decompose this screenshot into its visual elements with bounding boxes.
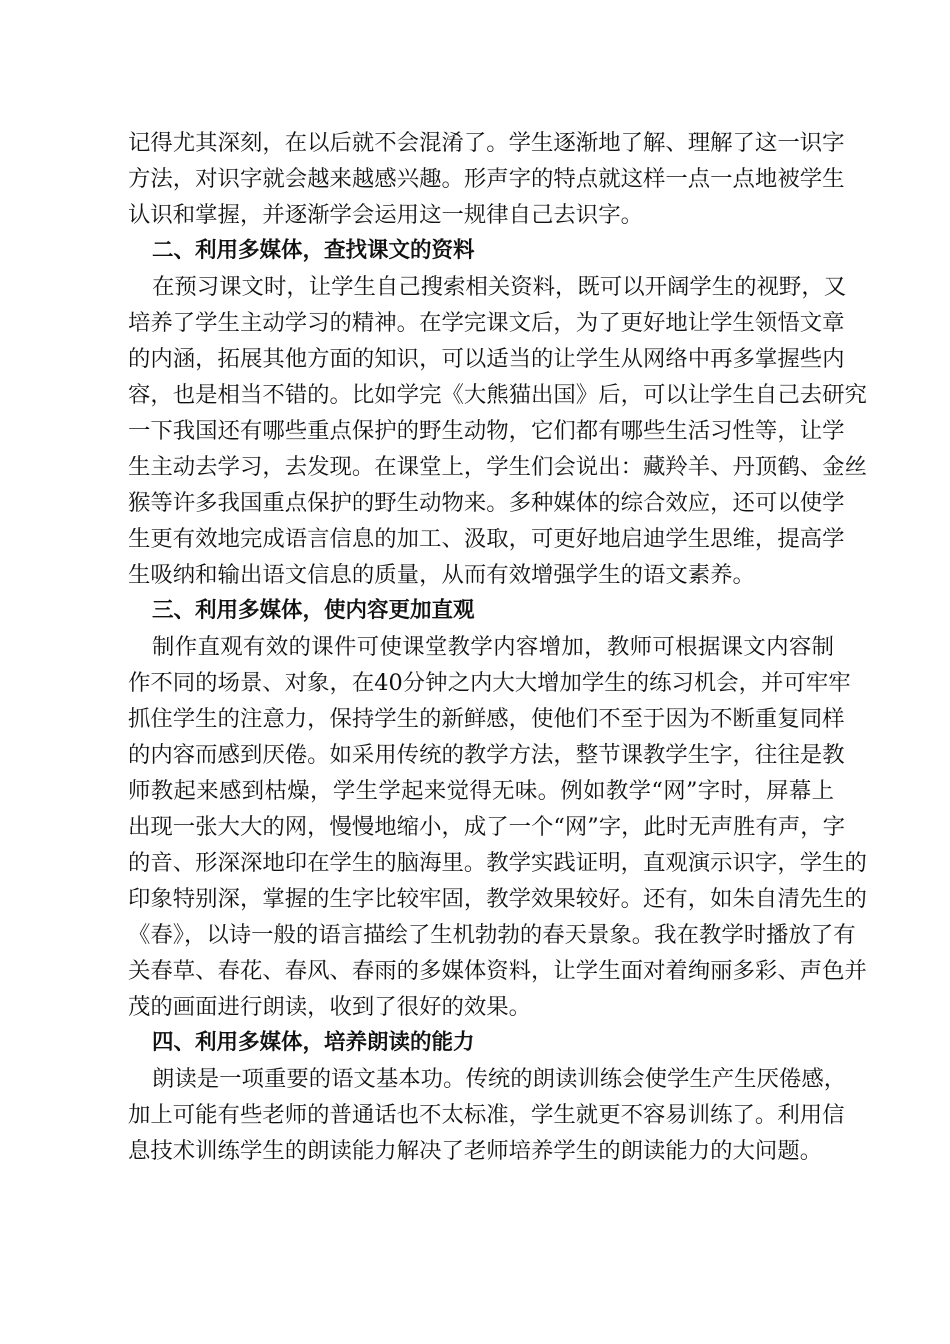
section-heading-2: 二、利用多媒体，查找课文的资料 <box>152 238 475 263</box>
paragraph-line: 猴等许多我国重点保护的野生动物来。多种媒体的综合效应，还可以使学 <box>128 490 845 516</box>
paragraph-line: 培养了学生主动学习的精神。在学完课文后，为了更好地让学生领悟文章 <box>128 310 845 336</box>
paragraph-line: 容，也是相当不错的。比如学完《大熊猫出国》后，可以让学生自己去研究 <box>128 382 867 408</box>
paragraph-line: 的内容而感到厌倦。如采用传统的教学方法，整节课教学生字，往往是教 <box>128 742 845 768</box>
section-heading-4: 四、利用多媒体，培养朗读的能力 <box>152 1030 475 1055</box>
paragraph-line: 记得尤其深刻，在以后就不会混淆了。学生逐渐地了解、理解了这一识字 <box>128 130 845 156</box>
paragraph-line: 出现一张大大的网，慢慢地缩小，成了一个“网”字，此时无声胜有声，字 <box>128 814 846 840</box>
paragraph-line: 作不同的场景、对象，在40分钟之内大大增加学生的练习机会，并可牢牢 <box>128 670 851 696</box>
paragraph-line: 认识和掌握，并逐渐学会运用这一规律自己去识字。 <box>128 202 643 228</box>
paragraph-line: 一下我国还有哪些重点保护的野生动物，它们都有哪些生活习性等，让学 <box>128 418 845 444</box>
paragraph-line: 关春草、春花、春风、春雨的多媒体资料，让学生面对着绚丽多彩、声色并 <box>128 958 867 984</box>
paragraph-line: 抓住学生的注意力，保持学生的新鲜感，使他们不至于因为不断重复同样 <box>128 706 845 732</box>
section-heading-3: 三、利用多媒体，使内容更加直观 <box>152 598 475 623</box>
paragraph-line: 息技术训练学生的朗读能力解决了老师培养学生的朗读能力的大问题。 <box>128 1138 823 1164</box>
paragraph-line: 生更有效地完成语言信息的加工、汲取，可更好地启迪学生思维，提高学 <box>128 526 845 552</box>
paragraph-line: 《春》，以诗一般的语言描绘了生机勃勃的春天景象。我在教学时播放了有 <box>128 922 856 948</box>
paragraph-line: 加上可能有些老师的普通话也不太标准，学生就更不容易训练了。利用信 <box>128 1102 845 1128</box>
paragraph-line: 的音、形深深地印在学生的脑海里。教学实践证明，直观演示识字，学生的 <box>128 850 867 876</box>
paragraph-line: 制作直观有效的课件可使课堂教学内容增加，教师可根据课文内容制 <box>152 634 834 660</box>
paragraph-line: 生吸纳和输出语文信息的质量，从而有效增强学生的语文素养。 <box>128 562 755 588</box>
paragraph-line: 方法，对识字就会越来越感兴趣。形声字的特点就这样一点一点地被学生 <box>128 166 845 192</box>
paragraph-line: 的内涵，拓展其他方面的知识，可以适当的让学生从网络中再多掌握些内 <box>128 346 845 372</box>
paragraph-line: 师教起来感到枯燥，学生学起来觉得无味。例如教学“网”字时，屏幕上 <box>128 778 834 804</box>
paragraph-line: 朗读是一项重要的语文基本功。传统的朗读训练会使学生产生厌倦感， <box>152 1066 847 1092</box>
paragraph-line: 茂的画面进行朗读，收到了很好的效果。 <box>128 994 532 1020</box>
paragraph-line: 在预习课文时，让学生自己搜索相关资料，既可以开阔学生的视野，又 <box>152 274 847 300</box>
paragraph-line: 印象特别深，掌握的生字比较牢固，教学效果较好。还有，如朱自清先生的 <box>128 886 867 912</box>
paragraph-line: 生主动去学习，去发现。在课堂上，学生们会说出：藏羚羊、丹顶鹤、金丝 <box>128 454 867 480</box>
